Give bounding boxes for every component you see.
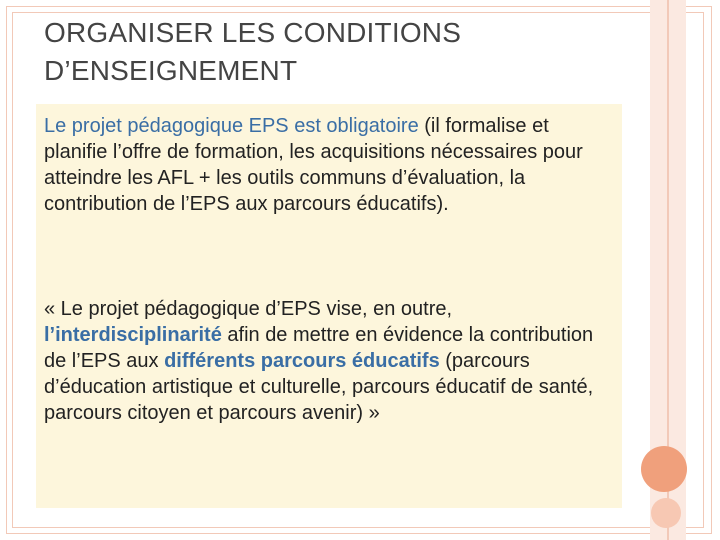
slide-title: ORGANISER LES CONDITIONS D’ENSEIGNEMENT <box>44 17 462 86</box>
paragraph2-text-part3: (parcours d’éducation artistique et culturelle, parcours éducatif de santé, parcours citoyen et parcours avenir) » <box>44 350 594 424</box>
paragraph-project-obligation <box>44 113 604 217</box>
paragraph2-text-part1: « Le projet pédagogique d’EPS vise, en outre, <box>44 298 453 320</box>
highlight-educational-paths: différents parcours éducatifs <box>164 350 440 372</box>
decorative-circle-large <box>641 446 687 492</box>
decorative-circle-small <box>651 498 681 528</box>
paragraph2-text-part2: afin de mettre en évidence la contribution de l’EPS aux <box>44 324 594 372</box>
highlight-project-obligatory: Le projet pédagogique EPS est obligatoire <box>44 115 419 137</box>
paragraph-project-aims <box>44 296 604 426</box>
paragraph1-text: (il formalise et planifie l’offre de formation, les acquisitions nécessaires pour atteindre les AFL + les outils communs d’évaluation, la contribution de l’EPS aux parcours éducatifs). <box>44 115 583 215</box>
highlight-interdisciplinarity: l’interdisciplinarité <box>44 324 222 346</box>
